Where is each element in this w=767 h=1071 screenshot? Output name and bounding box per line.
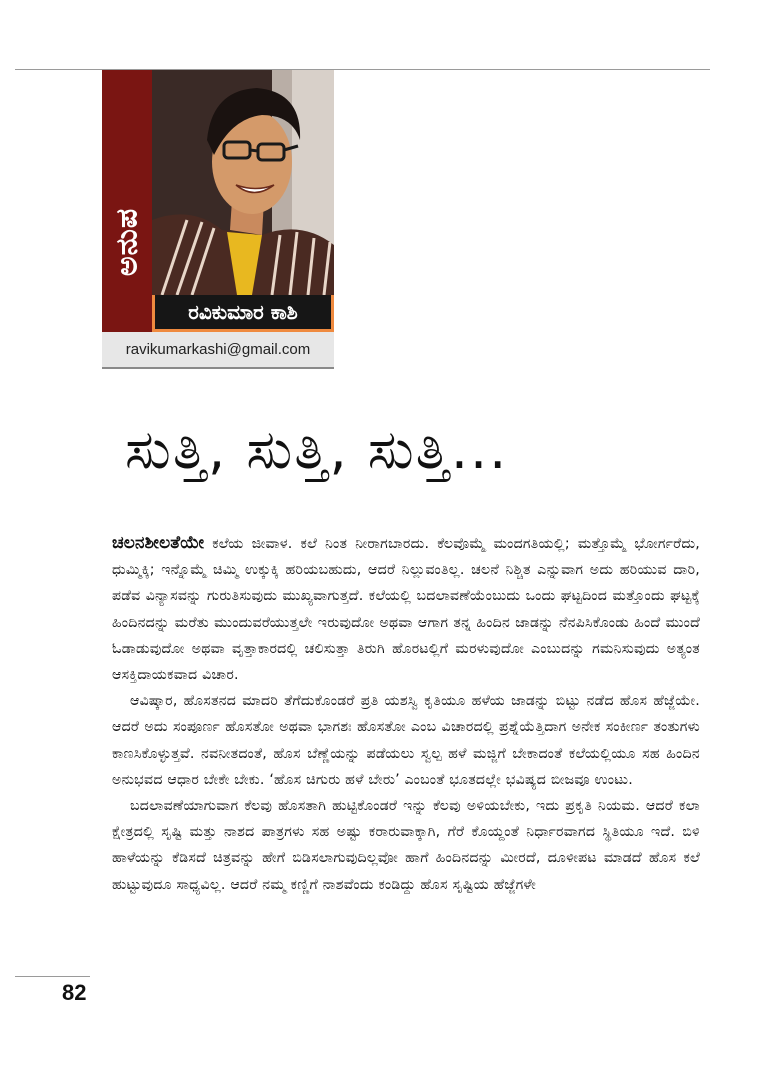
author-email: ravikumarkashi@gmail.com — [102, 332, 334, 369]
article-paragraph: ಬದಲಾವಣೆಯಾಗುವಾಗ ಕೆಲವು ಹೊಸತಾಗಿ ಹುಟ್ಟಿಕೊಂಡರೆ ಇನ್ನು ಕೆಲವು ಅಳಿಯಬೇಕು, ಇದು ಪ್ರಕೃತಿ ನಿಯಮ. ಆದರೆ ಕಲಾ ಕ್ಷೇತ್ರದಲ್ಲಿ ಸೃಷ್ಟಿ ಮತ್ತು ನಾಶದ ಪಾತ್ರಗಳು ಸಹ ಅಷ್ಟು ಕರಾರುವಾಕ್ಕಾಗಿ, ಗೆರೆ ಕೊಯ್ದಂತೆ ನಿರ್ಧಾರವಾಗದ ಸ್ಥಿತಿಯೂ ಇದೆ. ಬಿಳಿ ಹಾಳೆಯನ್ನು ಕೆಡಿಸದೆ ಚಿತ್ರವನ್ನು ಹೇಗೆ ಬಿಡಿಸಲಾಗುವುದಿಲ್ಲವೋ ಹಾಗೆ ಹಿಂದಿನದನ್ನು ಮೀರದೆ, ದೂಳೀಪಟ ಮಾಡದೆ ಹೊಸ ಕಲೆ ಹುಟ್ಟುವುದೂ ಸಾಧ್ಯವಿಲ್ಲ. ಆದರೆ ನಮ್ಮ ಕಣ್ಣಿಗೆ ನಾಶವೆಂದು ಕಂಡಿದ್ದು ಹೊಸ ಸೃಷ್ಟಿಯ ಹೆಜ್ಜೆಗಳೇ — [112, 798, 700, 893]
columnist-block — [102, 70, 334, 370]
paragraph-text: ಕಲೆಯ ಜೀವಾಳ. ಕಲೆ ನಿಂತ ನೀರಾಗಬಾರದು. ಕೆಲವೊಮ್ಮೆ ಮಂದಗತಿಯಲ್ಲಿ; ಮತ್ತೊಮ್ಮೆ ಭೋರ್ಗರೆದು, ಧುಮ್ಮಿಕ್ಕಿ; ಇನ್ನೊಮ್ಮೆ ಚಿಮ್ಮಿ ಉಕ್ಕುಕ್ಕಿ ಹರಿಯಬಹುದು, ಆದರೆ ನಿಲ್ಲುವಂತಿಲ್ಲ. ಚಲನೆ ನಿಶ್ಚಿತ ಎನ್ನುವಾಗ ಅದು ಹರಿಯುವ ದಾರಿ, ಪಡೆವ ವಿನ್ಯಾಸವನ್ನು ಗುರುತಿಸುವುದು ಮುಖ್ಯವಾಗುತ್ತದೆ. ಕಲೆಯಲ್ಲಿ ಬದಲಾವಣೆಯೆಂಬುದು ಒಂದು ಘಟ್ಟದಿಂದ ಮತ್ತೊಂದು ಘಟ್ಟಕ್ಕೆ ಹಿಂದಿನದನ್ನು ಮರೆತು ಮುಂದುವರೆಯುತ್ತಲೇ ಇರುವುದೋ ಅಥವಾ ಆಗಾಗ ತನ್ನ ಹಿಂದಿನ ಜಾಡನ್ನು ನೆನಪಿಸಿಕೊಂಡು ಹಿಂದೆ ಮುಂದೆ ಓಡಾಡುವುದೋ ಅಥವಾ ವೃತ್ತಾಕಾರದಲ್ಲಿ ಚಲಿಸುತ್ತಾ ತಿರುಗಿ ಹೊರಟಲ್ಲಿಗೆ ಮರಳುವುದೋ ಎಂಬುದನ್ನು ಗಮನಿಸುವುದು ಅತ್ಯಂತ ಆಸಕ್ತಿದಾಯಕವಾದ ವಿಚಾರ. — [112, 536, 700, 684]
column-strip — [102, 70, 152, 332]
column-name: ಅನುಪ — [109, 207, 145, 277]
bottom-rule — [15, 976, 90, 977]
author-name: ರವಿಕುಮಾರ ಕಾಶಿ — [155, 295, 331, 329]
article-paragraph: ಆವಿಷ್ಕಾರ, ಹೊಸತನದ ಮಾದರಿ ತೆಗೆದುಕೊಂಡರೆ ಪ್ರತಿ ಯಶಸ್ವಿ ಕೃತಿಯೂ ಹಳೆಯ ಜಾಡನ್ನು ಬಿಟ್ಟು ನಡೆದ ಹೊಸ ಹೆಜ್ಜೆಯೇ. ಆದರೆ ಅದು ಸಂಪೂರ್ಣ ಹೊಸತೋ ಅಥವಾ ಭಾಗಶಃ ಹೊಸತೋ ಎಂಬ ವಿಚಾರದಲ್ಲಿ ಪ್ರಶ್ನೆಯೆತ್ತಿದಾಗ ಅನೇಕ ಸಂಕೀರ್ಣ ತಂತುಗಳು ಕಾಣಸಿಕೊಳ್ಳುತ್ತವೆ. ನವನೀತದಂತೆ, ಹೊಸ ಬೆಣ್ಣೆಯನ್ನು ಪಡೆಯಲು ಸ್ವಲ್ಪ ಹಳೆ ಮಜ್ಜಿಗೆ ಬೇಕಾದಂತೆ ಕಲೆಯಲ್ಲಿಯೂ ಸಹ ಹಿಂದಿನ ಅನುಭವದ ಆಧಾರ ಬೇಕೇ ಬೇಕು. ‘ಹೊಸ ಚಿಗುರು ಹಳೆ ಬೇರು’ ಎಂಬಂತೆ ಭೂತದಲ್ಲೇ ಭವಿಷ್ಯದ ಬೀಜವೂ ಉಂಟು. — [112, 693, 700, 788]
page-number: 82 — [62, 980, 87, 1005]
lead-word: ಚಲನಶೀಲತೆಯೇ — [112, 533, 205, 553]
article-title: ಸುತ್ತಿ, ಸುತ್ತಿ, ಸುತ್ತಿ... — [125, 418, 509, 481]
article-body — [112, 530, 700, 898]
article-paragraph — [112, 530, 700, 688]
author-photo — [152, 70, 334, 295]
